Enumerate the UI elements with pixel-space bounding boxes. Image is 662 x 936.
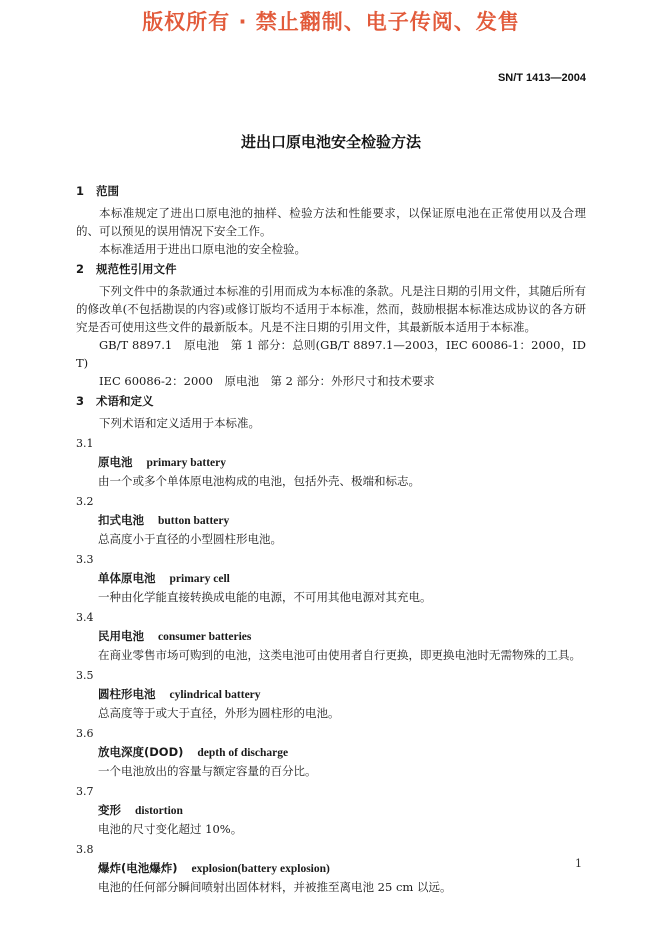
- term-number: 3.4: [76, 611, 94, 624]
- section-scope: [76, 182, 586, 258]
- term-number: 3.2: [76, 495, 94, 508]
- term-number: 3.6: [76, 727, 94, 740]
- term-definition: 一个电池放出的容量与额定容量的百分比。: [98, 764, 317, 778]
- term-entry: [76, 548, 586, 606]
- term-definition: 电池的尺寸变化超过 10%。: [98, 822, 243, 836]
- term-entry: [76, 490, 586, 548]
- term-entry: [76, 432, 586, 490]
- term-number: 3.3: [76, 553, 94, 566]
- section-heading: 2 规范性引用文件: [76, 262, 177, 276]
- standard-code: SN/T 1413—2004: [497, 72, 586, 84]
- term-definition: 由一个或多个单体原电池构成的电池，包括外壳、极端和标志。: [98, 474, 420, 488]
- paragraph: 本标准适用于进出口原电池的安全检验。: [99, 242, 306, 256]
- section-terms-definitions: [76, 392, 586, 896]
- term-definition: 电池的任何部分瞬间喷射出固体材料，并被推至离电池 25 cm 以远。: [98, 880, 452, 894]
- term-heading: 圆柱形电池 cylindrical battery: [98, 687, 261, 701]
- reference-item: IEC 60086-2：2000 原电池 第 2 部分：外形尺寸和技术要求: [99, 374, 435, 388]
- paragraph: 本标准规定了进出口原电池的抽样、检验方法和性能要求，以保证原电池在正常使用以及合理的、可以预见的误用情况下安全工作。: [76, 206, 586, 238]
- reference-item: GB/T 8897.1 原电池 第 1 部分：总则(GB/T 8897.1—2003，IEC 60086-1：2000，IDT): [76, 338, 586, 370]
- term-heading: 放电深度(DOD) depth of discharge: [98, 745, 289, 759]
- section-normative-references: [76, 260, 586, 390]
- term-entry: [76, 838, 586, 896]
- paragraph: 下列文件中的条款通过本标准的引用而成为本标准的条款。凡是注日期的引用文件，其随后所有的修改单(不包括勘误的内容)或修订版均不适用于本标准，然而，鼓励根据本标准达成协议的各方研究是否可使用这些文件的最新版本。凡是不注日期的引用文件，其最新版本适用于本标准。: [76, 284, 586, 334]
- term-definition: 总高度小于直径的小型圆柱形电池。: [98, 532, 282, 546]
- term-heading: 变形 distortion: [98, 803, 183, 817]
- term-number: 3.8: [76, 843, 94, 856]
- term-entry: [76, 722, 586, 780]
- page-number: 1: [575, 857, 582, 870]
- term-entry: [76, 664, 586, 722]
- term-definition: 一种由化学能直接转换成电能的电源，不可用其他电源对其充电。: [98, 590, 432, 604]
- term-heading: 单体原电池 primary cell: [98, 571, 230, 585]
- document-body: [76, 182, 586, 896]
- section-heading: 1 范围: [76, 184, 119, 198]
- term-number: 3.7: [76, 785, 94, 798]
- term-entry: [76, 780, 586, 838]
- term-heading: 原电池 primary battery: [98, 455, 227, 469]
- term-heading: 爆炸(电池爆炸) explosion(battery explosion): [98, 861, 330, 875]
- paragraph: 下列术语和定义适用于本标准。: [99, 416, 260, 430]
- term-heading: 民用电池 consumer batteries: [98, 629, 252, 643]
- term-number: 3.1: [76, 437, 94, 450]
- section-heading: 3 术语和定义: [76, 394, 154, 408]
- term-definition: 总高度等于或大于直径，外形为圆柱形的电池。: [98, 706, 340, 720]
- term-entry: [76, 606, 586, 664]
- term-definition: 在商业零售市场可购到的电池，这类电池可由使用者自行更换，即更换电池时无需物殊的工具。: [98, 648, 581, 662]
- term-number: 3.5: [76, 669, 94, 682]
- watermark-banner: 版权所有 · 禁止翻制、电子传阅、发售: [142, 10, 520, 34]
- term-heading: 扣式电池 button battery: [98, 513, 230, 527]
- document-title: 进出口原电池安全检验方法: [240, 133, 421, 151]
